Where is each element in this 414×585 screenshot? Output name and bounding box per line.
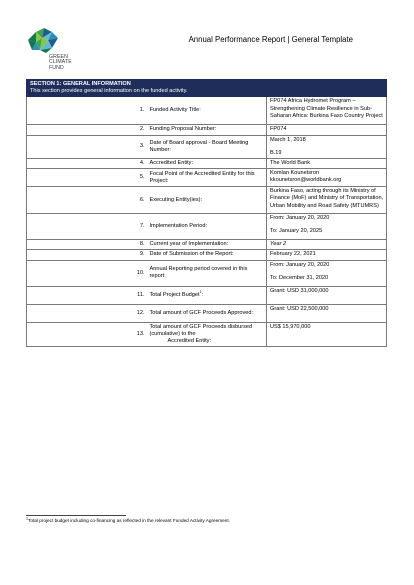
row-value — [267, 125, 387, 135]
row-number: 1. — [27, 97, 147, 125]
row-value — [267, 260, 387, 286]
section-title: SECTION 1: GENERAL INFORMATION — [30, 81, 131, 87]
table-row — [27, 260, 387, 286]
row-number: 10. — [27, 260, 147, 286]
row-number: 9. — [27, 250, 147, 260]
section-header-row — [27, 80, 387, 97]
row-label-text: Total Project Budget — [149, 291, 200, 298]
table-row — [27, 240, 387, 250]
row-value-line: Saharan Africa: Burkina Faso Country Project — [270, 112, 383, 119]
row-label-text: Funded Activity Title: — [149, 107, 201, 114]
row-label — [147, 169, 267, 187]
row-label-text: Date of Submission of the Report: — [149, 251, 234, 258]
row-value — [267, 304, 387, 322]
row-number: 12. — [27, 304, 147, 322]
section-header-cell — [27, 80, 387, 97]
value-spacer — [270, 295, 383, 301]
general-information-table — [26, 79, 387, 347]
row-label — [147, 125, 267, 135]
row-label-text: Total amount of GCF Proceeds Approved: — [149, 309, 254, 316]
row-value-line: Finance (MoF) and Ministry of Transportation, — [270, 195, 384, 202]
row-value-line: kkounetsron@worldbank.org — [270, 177, 342, 184]
row-label — [147, 187, 267, 214]
row-label — [147, 322, 267, 347]
row-label — [147, 260, 267, 286]
row-number: 13. — [27, 322, 147, 347]
row-value-line: Burkina Faso, acting through its Ministry of — [270, 188, 376, 195]
row-number: 4. — [27, 159, 147, 169]
logo-line-2: CLIMATE — [49, 59, 72, 66]
row-value — [267, 97, 387, 125]
row-value — [267, 240, 387, 250]
row-label — [147, 250, 267, 260]
row-value-line: From: January 20, 2020 — [270, 261, 330, 268]
table-row — [27, 304, 387, 322]
row-label — [147, 159, 267, 169]
logo-line-1: GREEN — [49, 54, 68, 60]
logo-wordmark — [49, 55, 72, 71]
gcf-logo — [24, 26, 84, 76]
row-label — [147, 240, 267, 250]
row-value — [267, 286, 387, 304]
table-row — [27, 135, 387, 158]
row-value-line: March 1, 2018 — [270, 136, 306, 143]
row-number: 3. — [27, 135, 147, 158]
row-value-line: Grant: USD 31,000,000 — [270, 287, 329, 294]
row-number: 5. — [27, 169, 147, 187]
row-label — [147, 97, 267, 125]
footnote-divider — [26, 515, 126, 516]
table-row — [27, 322, 387, 347]
value-spacer — [270, 331, 383, 337]
row-value-line: To: December 31, 2020 — [270, 274, 329, 281]
row-value — [267, 159, 387, 169]
row-label-text: Focal Point of the Accredited Entity for this Project: — [149, 170, 255, 184]
row-label-text: Total amount of GCF Proceeds disbursed (cumulative) to the — [149, 323, 253, 337]
logo-line-3: FUND — [49, 64, 64, 71]
row-label-text: Implementation Period: — [149, 223, 208, 230]
row-value-line: B.19 — [270, 149, 282, 156]
table-row — [27, 159, 387, 169]
row-value-line: US$ 15,970,000 — [270, 323, 311, 330]
row-number: 6. — [27, 187, 147, 214]
footnote-text: Total project budget including co-financing as reflected in the relevant Funded Activity Agreement. — [28, 518, 230, 523]
row-value-line: The World Bank — [270, 160, 311, 167]
row-label — [147, 214, 267, 240]
row-value-line: FP074 Africa Hydromet Program – — [270, 98, 356, 105]
row-value — [267, 187, 387, 214]
row-value — [267, 169, 387, 187]
table-row — [27, 125, 387, 135]
row-label-text: Date of Board approval - Board Meeting Number: — [149, 139, 249, 153]
row-value — [267, 135, 387, 158]
row-number: 7. — [27, 214, 147, 240]
table-row — [27, 97, 387, 125]
section-description: This section provides general information on the funded activity. — [30, 88, 188, 95]
footnote — [26, 518, 230, 523]
footnote-mark: 1 — [26, 516, 28, 521]
row-value — [267, 322, 387, 347]
table-row — [27, 250, 387, 260]
footnote-reference: 1 — [199, 289, 202, 294]
row-value-line: Strengthening Climate Resilience in Sub- — [270, 105, 372, 112]
row-label-text: Funding Proposal Number: — [149, 126, 217, 133]
row-value — [267, 250, 387, 260]
document-header-title: Annual Performance Report | General Template — [188, 35, 353, 44]
row-value-line: Year 2 — [270, 241, 287, 248]
row-label-continuation: Accredited Entity: — [167, 338, 212, 345]
row-label-text: Current year of Implementation: — [149, 241, 229, 248]
table-row — [27, 187, 387, 214]
table-row — [27, 169, 387, 187]
row-label — [147, 286, 267, 304]
row-value-line: Komlan Kounetsron — [270, 170, 320, 177]
row-value-line: Grant: USD 22,500,000 — [270, 305, 329, 312]
row-value-line: FP074 — [270, 126, 287, 133]
value-spacer — [270, 313, 383, 319]
table-row — [27, 214, 387, 240]
row-label-text: Accredited Entity: — [149, 160, 194, 167]
row-label-suffix: : — [201, 291, 204, 298]
row-value-line: February 22, 2021 — [270, 251, 316, 258]
table-row — [27, 286, 387, 304]
row-label — [147, 304, 267, 322]
row-label — [147, 135, 267, 158]
row-number: 8. — [27, 240, 147, 250]
row-label-text: Executing Entity(ies): — [149, 196, 203, 203]
row-value-line: From: January 20, 2020 — [270, 215, 330, 222]
row-value-line: Urban Mobility and Road Safety (MTUMRS) — [270, 202, 379, 209]
gcf-globe-icon — [24, 26, 60, 54]
row-value — [267, 214, 387, 240]
row-number: 11. — [27, 286, 147, 304]
row-number: 2. — [27, 125, 147, 135]
row-value-line: To: January 20, 2025 — [270, 228, 323, 235]
row-label-text: Annual Reporting period covered in this report: — [149, 265, 248, 280]
